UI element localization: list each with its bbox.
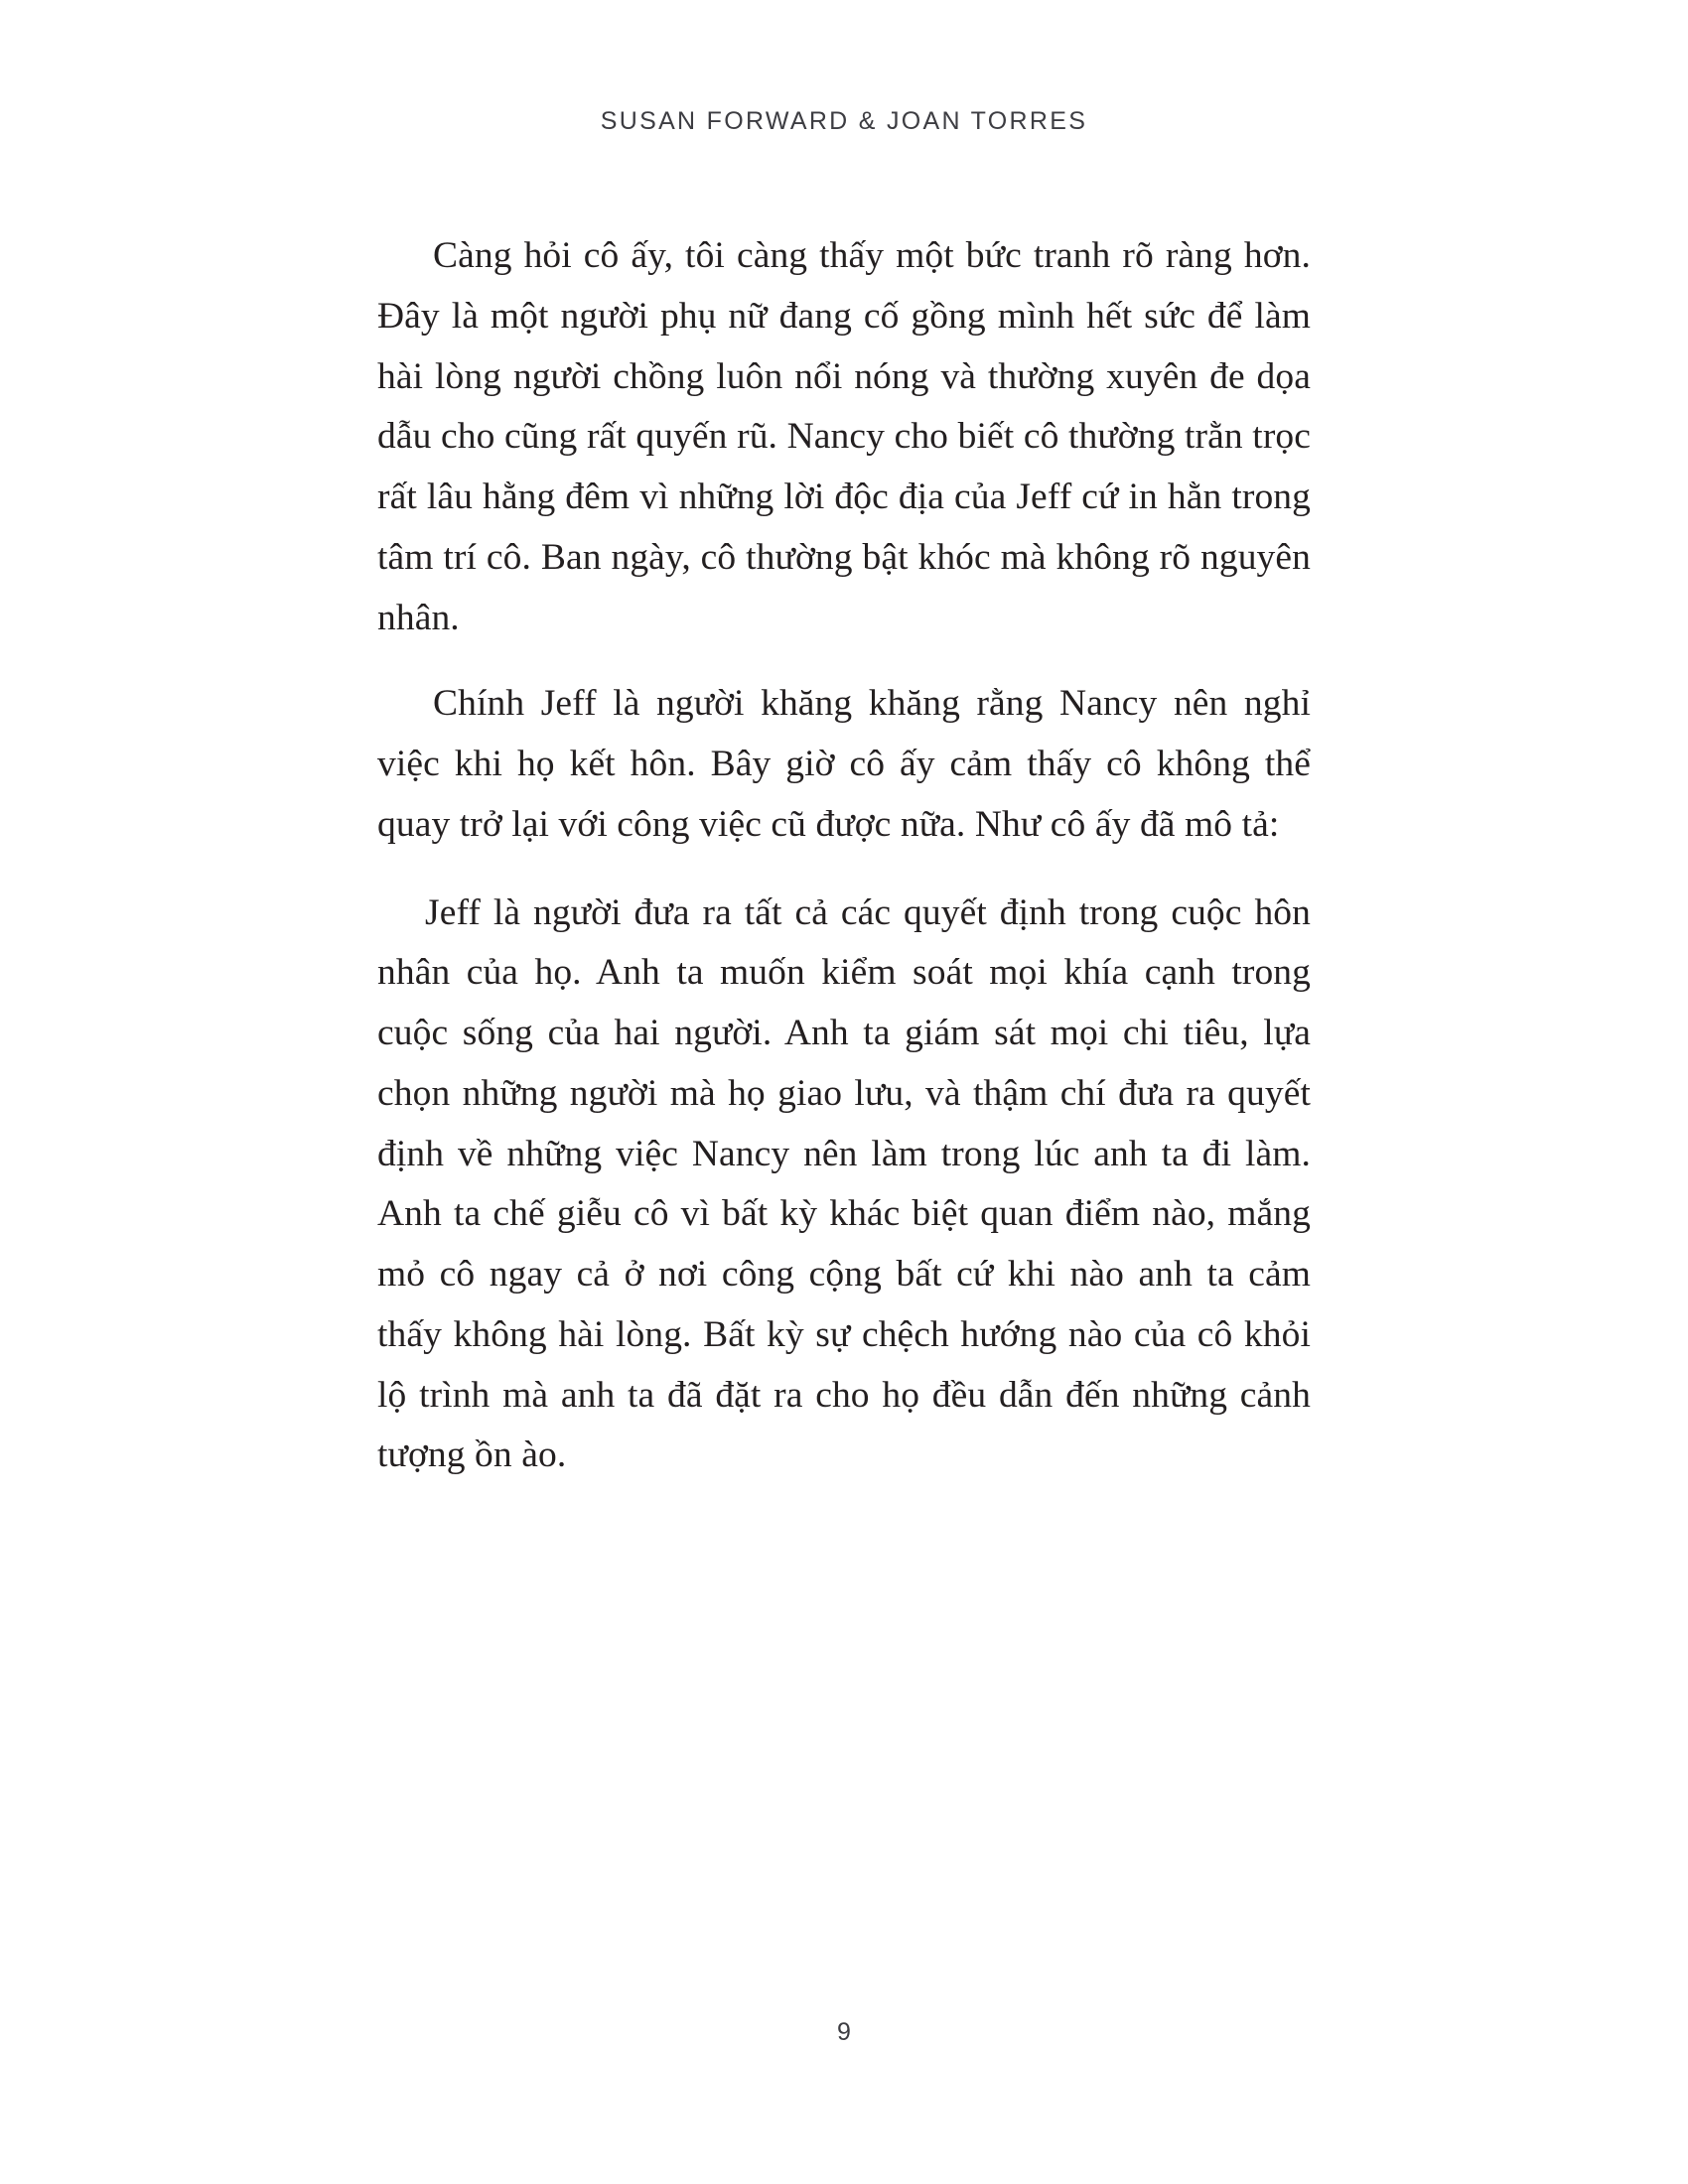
block-quote: Jeff là người đưa ra tất cả các quyết định trong cuộc hôn nhân của họ. Anh ta muốn kiểm soát mọi khía cạnh trong cuộc sống của hai người. Anh ta giám sát mọi chi tiêu, lựa chọn những người mà họ giao lưu, và thậm chí đưa ra quyết định về những việc Nancy nên làm trong lúc anh ta đi làm. Anh ta chế giễu cô vì bất kỳ khác biệt quan điểm nào, mắng mỏ cô ngay cả ở nơi công cộng bất cứ khi nào anh ta cảm thấy không hài lòng. Bất kỳ sự chệch hướng nào của cô khỏi lộ trình mà anh ta đã đặt ra cho họ đều dẫn đến những cảnh tượng ồn ào.: [377, 891, 1311, 1476]
page-number: 9: [837, 2018, 851, 2046]
paragraph: Chính Jeff là người khăng khăng rằng Nancy nên nghỉ việc khi họ kết hôn. Bây giờ cô ấy cảm thấy cô không thể quay trở lại với công việc cũ được nữa. Như cô ấy đã mô tả:: [377, 683, 1311, 845]
running-head: SUSAN FORWARD & JOAN TORRES: [600, 107, 1088, 135]
paragraph: Càng hỏi cô ấy, tôi càng thấy một bức tranh rõ ràng hơn. Đây là một người phụ nữ đang cố gồng mình hết sức để làm hài lòng người chồng luôn nổi nóng và thường xuyên đe dọa dẫu cho cũng rất quyến rũ. Nancy cho biết cô thường trằn trọc rất lâu hằng đêm vì những lời độc địa của Jeff cứ in hằn trong tâm trí cô. Ban ngày, cô thường bật khóc mà không rõ nguyên nhân.: [377, 235, 1311, 638]
paragraph-spacer: [377, 856, 1311, 884]
page-text-block: [377, 226, 1311, 1486]
